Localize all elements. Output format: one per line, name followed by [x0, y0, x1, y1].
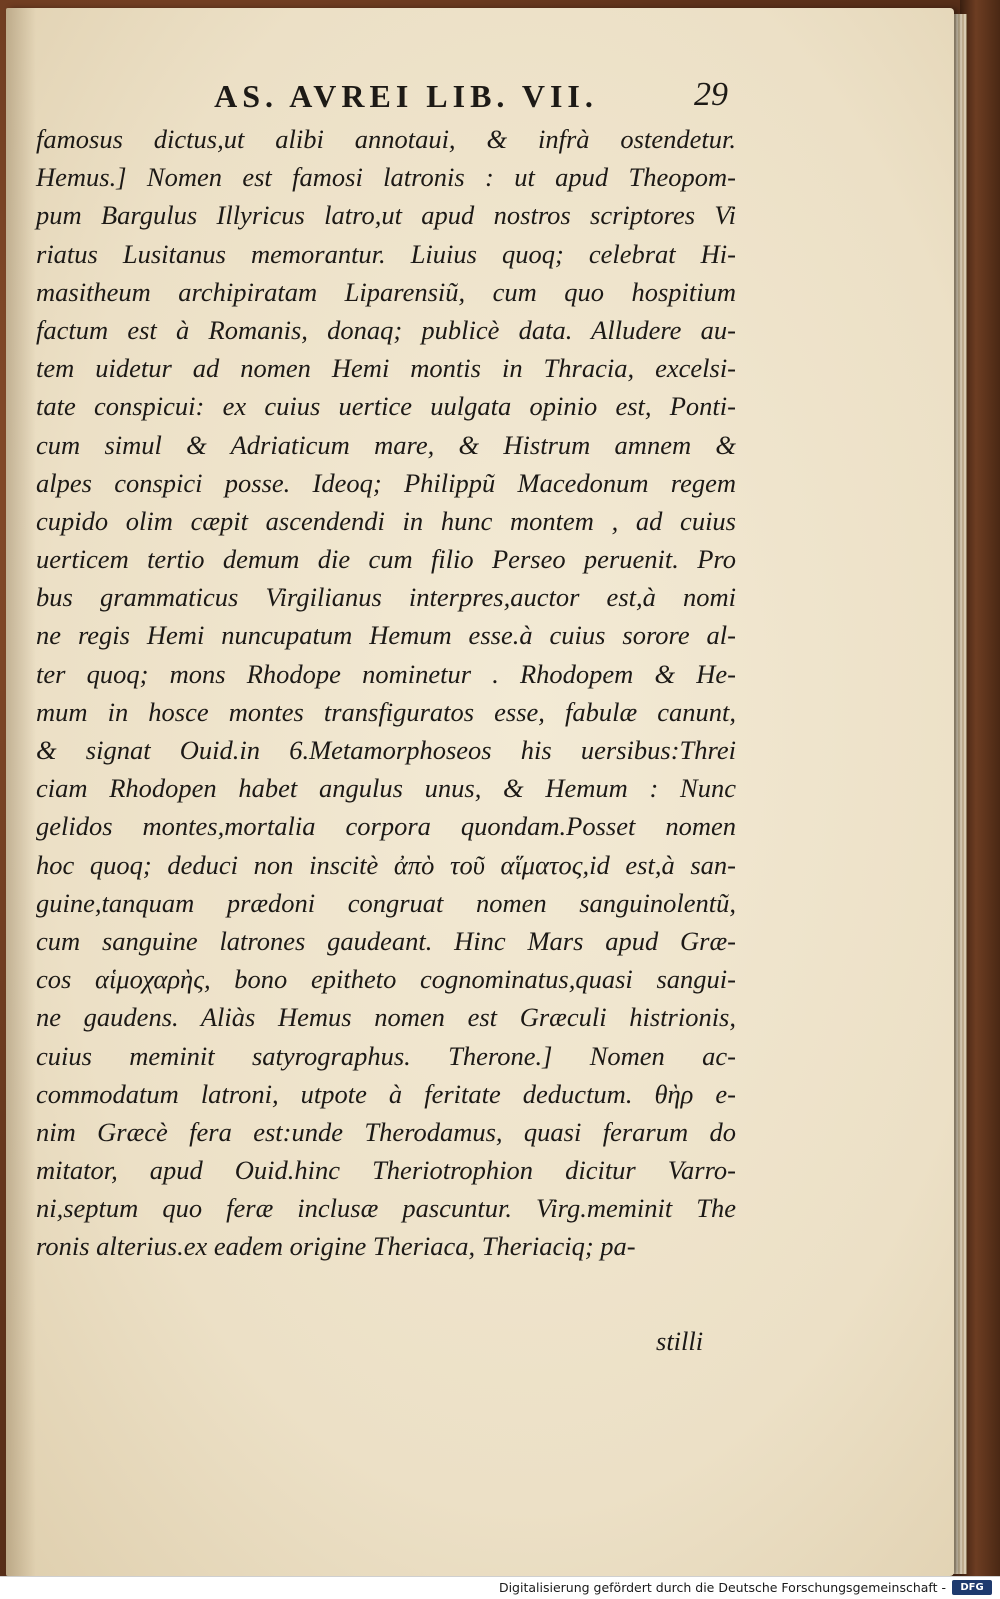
text-line: guine,tanquam prædoni congruat nomen sanguinolentũ, [36, 887, 736, 918]
digitization-footer [0, 1576, 1000, 1599]
text-line: ronis alterius.ex eadem origine Theriaca, Theriaciq; pa- [36, 1231, 636, 1262]
text-line: ni,septum quo feræ inclusæ pascuntur. Virg.meminit The [36, 1193, 736, 1224]
text-line: ciam Rhodopen habet angulus unus, & Hemum : Nunc [36, 773, 736, 804]
text-line: factum est à Romanis, donaq; publicè data. Alludere au- [36, 314, 736, 345]
text-line: gelidos montes,mortalia corpora quondam.Posset nomen [36, 811, 736, 842]
text-line: Hemus.] Nomen est famosi latronis : ut apud Theopom- [36, 162, 736, 193]
running-head: AS. AVREI LIB. VII. [214, 78, 598, 114]
text-line: mum in hosce montes transfiguratos esse, fabulæ canunt, [36, 696, 736, 727]
text-line: cum simul & Adriaticum mare, & Histrum amnem & [36, 429, 736, 460]
text-line: cupido olim cæpit ascendendi in hunc montem , ad cuius [36, 505, 736, 536]
text-line: nim Græcè fera est:unde Therodamus, quasi ferarum do [36, 1116, 736, 1147]
text-line: uerticem tertio demum die cum filio Perseo peruenit. Pro [36, 544, 736, 575]
text-line: cos αἱμοχαρὴς, bono epitheto cognominatus,quasi sangui- [36, 964, 736, 995]
page-number: 29 [694, 76, 728, 113]
text-line: bus grammaticus Virgilianus interpres,auctor est,à nomi [36, 582, 736, 613]
catchword: stilli [656, 1326, 704, 1356]
text-line: tem uidetur ad nomen Hemi montis in Thracia, excelsi- [36, 353, 736, 384]
text-line: famosus dictus,ut alibi annotaui, & infrà ostendetur. [36, 124, 736, 154]
text-line: ne regis Hemi nuncupatum Hemum esse.à cuius sorore al- [36, 620, 736, 651]
body-text [36, 120, 736, 1266]
book-page [6, 8, 954, 1576]
gutter-shadow [6, 8, 36, 1576]
text-line: masitheum archipiratam Liparensiũ, cum quo hospitium [36, 276, 736, 307]
text-line: ter quoq; mons Rhodope nominetur . Rhodopem & He- [36, 658, 736, 689]
text-line: mitator, apud Ouid.hinc Theriotrophion dicitur Varro- [36, 1155, 736, 1186]
text-line: hoc quoq; deduci non inscitè ἀπὸ τοῦ αἵματος,id est,à san- [36, 849, 736, 880]
text-line: cuius meminit satyrographus. Therone.] Nomen ac- [36, 1040, 736, 1071]
text-line: commodatum latroni, utpote à feritate deductum. θὴρ e- [36, 1078, 736, 1109]
dfg-logo-icon: DFG [952, 1580, 992, 1595]
text-line: riatus Lusitanus memorantur. Liuius quoq; celebrat Hi- [36, 238, 736, 269]
text-line: cum sanguine latrones gaudeant. Hinc Mars apud Græ- [36, 925, 736, 956]
text-line: alpes conspici posse. Ideoq; Philippũ Macedonum regem [36, 467, 736, 498]
text-line: & signat Ouid.in 6.Metamorphoseos his uersibus:Threi [36, 735, 736, 765]
funding-credit: Digitalisierung gefördert durch die Deutsche Forschungsgemeinschaft - [498, 1580, 946, 1595]
page-header [6, 72, 954, 122]
text-line: ne gaudens. Aliàs Hemus nomen est Græculi histrionis, [36, 1002, 736, 1033]
text-line: pum Bargulus Illyricus latro,ut apud nostros scriptores Vi [36, 200, 736, 231]
text-line: tate conspicui: ex cuius uertice uulgata opinio est, Ponti- [36, 391, 736, 422]
